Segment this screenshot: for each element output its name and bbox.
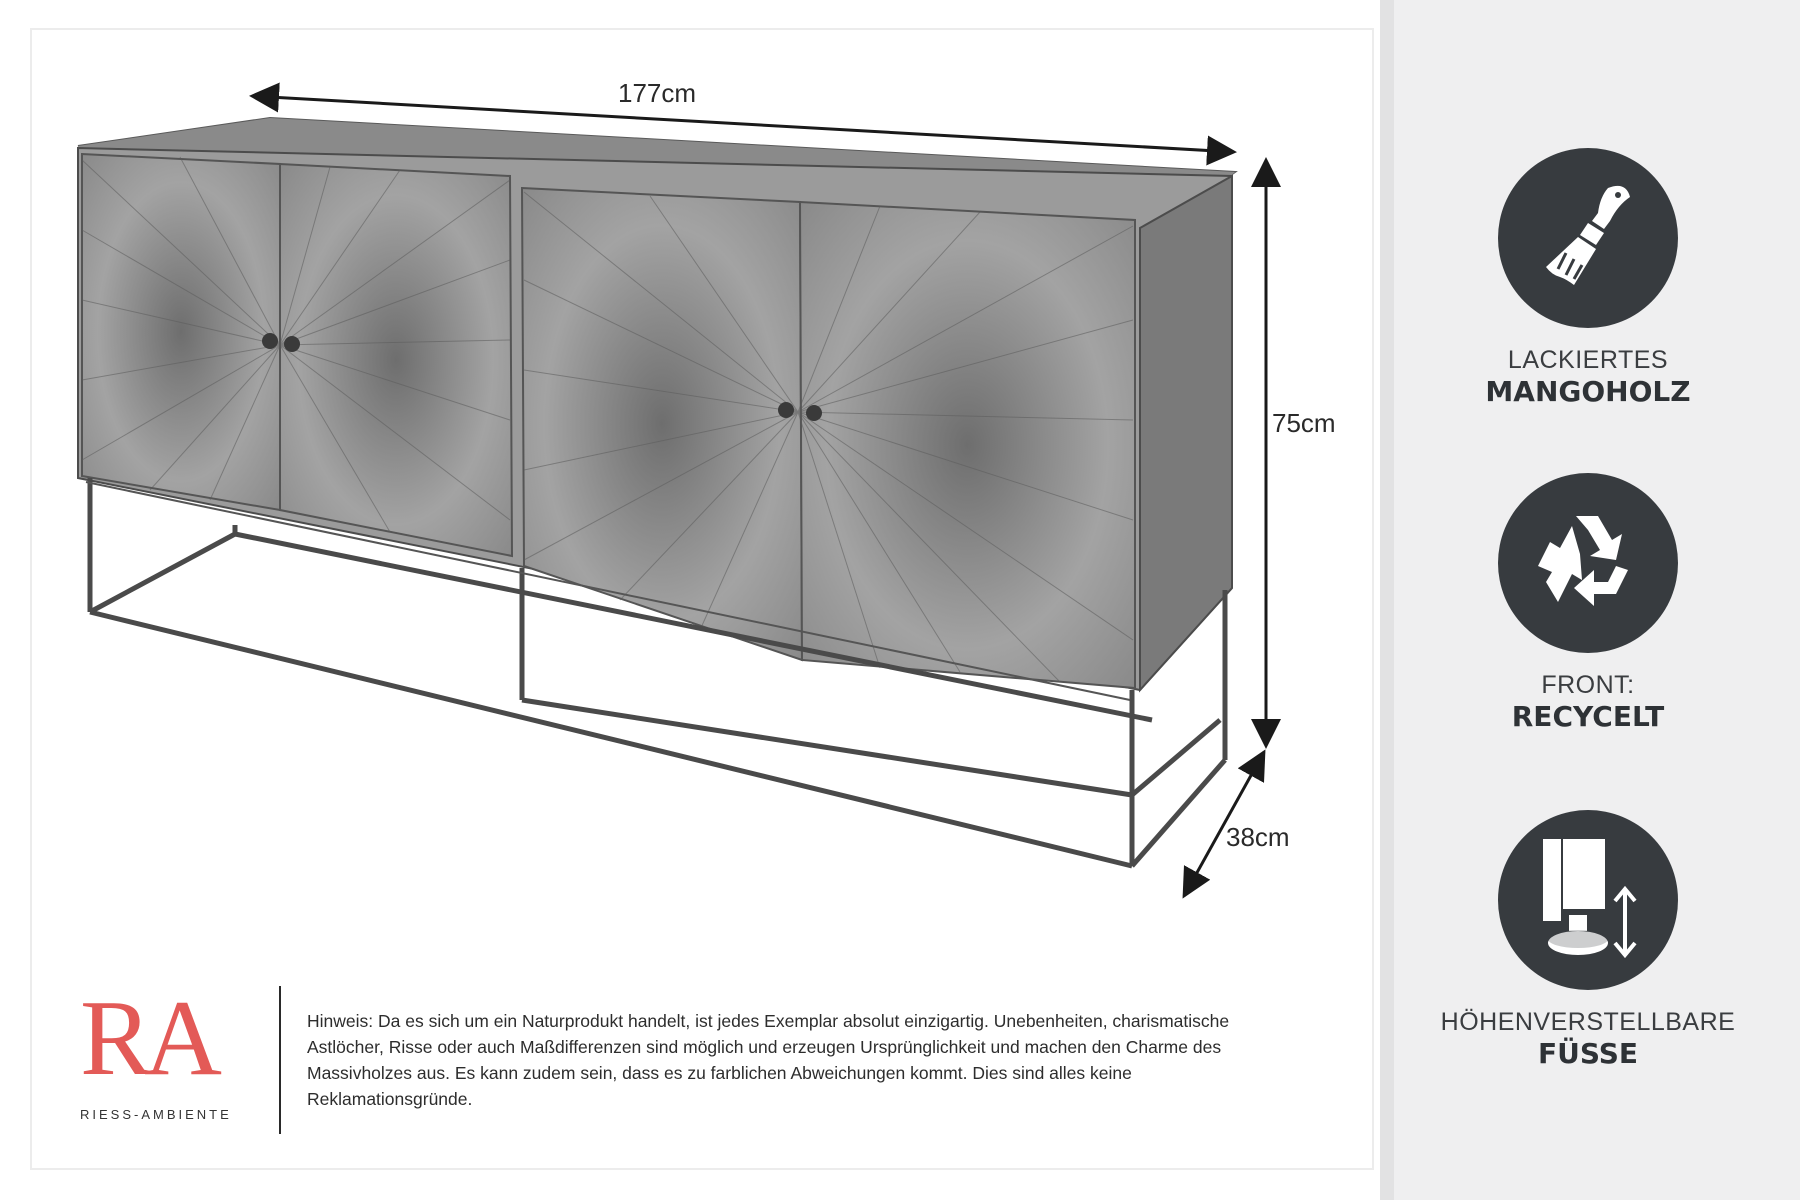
adjustable-foot-icon [1533, 835, 1643, 965]
brand-logo [80, 979, 260, 1122]
feature-bold-text: RECYCELT [1511, 700, 1665, 733]
paintbrush-icon [1538, 183, 1638, 293]
logo-divider [279, 986, 281, 1134]
cabinet-side [1140, 176, 1232, 690]
feature-light-text: HÖHENVERSTELLBARE [1440, 1008, 1736, 1036]
feature-fuesse [1440, 810, 1736, 1070]
feature-icon-circle [1498, 810, 1678, 990]
feature-light-text: LACKIERTES [1507, 346, 1669, 374]
feature-mangoholz [1485, 148, 1691, 408]
brand-letters: RA [80, 979, 215, 1098]
feature-bold-text: MANGOHOLZ [1485, 375, 1691, 408]
width-label: 177cm [618, 78, 697, 108]
height-label: 75cm [1272, 408, 1336, 438]
feature-light-text: FRONT: [1541, 671, 1635, 699]
depth-label: 38cm [1226, 822, 1290, 852]
product-note: Hinweis: Da es sich um ein Naturprodukt handelt, ist jedes Exemplar absolut einzigartig. Unebenheiten, charismatische Astlöcher, Risse oder auch Maßdifferenzen sind möglich und erzeugen Ursprünglichkeit und machen den Charme des Massivholzes aus. Es kann zudem sein, dass es zu farblichen Abweichungen kommt. Dies sind alles keine Reklamationsgründe. [307, 1011, 1230, 1109]
feature-icon-circle [1498, 473, 1678, 653]
feature-icon-circle [1498, 148, 1678, 328]
brand-name: RIESS-AMBIENTE [80, 1107, 232, 1122]
left-doors [82, 154, 512, 556]
feature-bold-text: FÜSSE [1537, 1037, 1639, 1070]
feature-recycelt [1498, 473, 1678, 733]
recycle-icon [1528, 508, 1648, 618]
